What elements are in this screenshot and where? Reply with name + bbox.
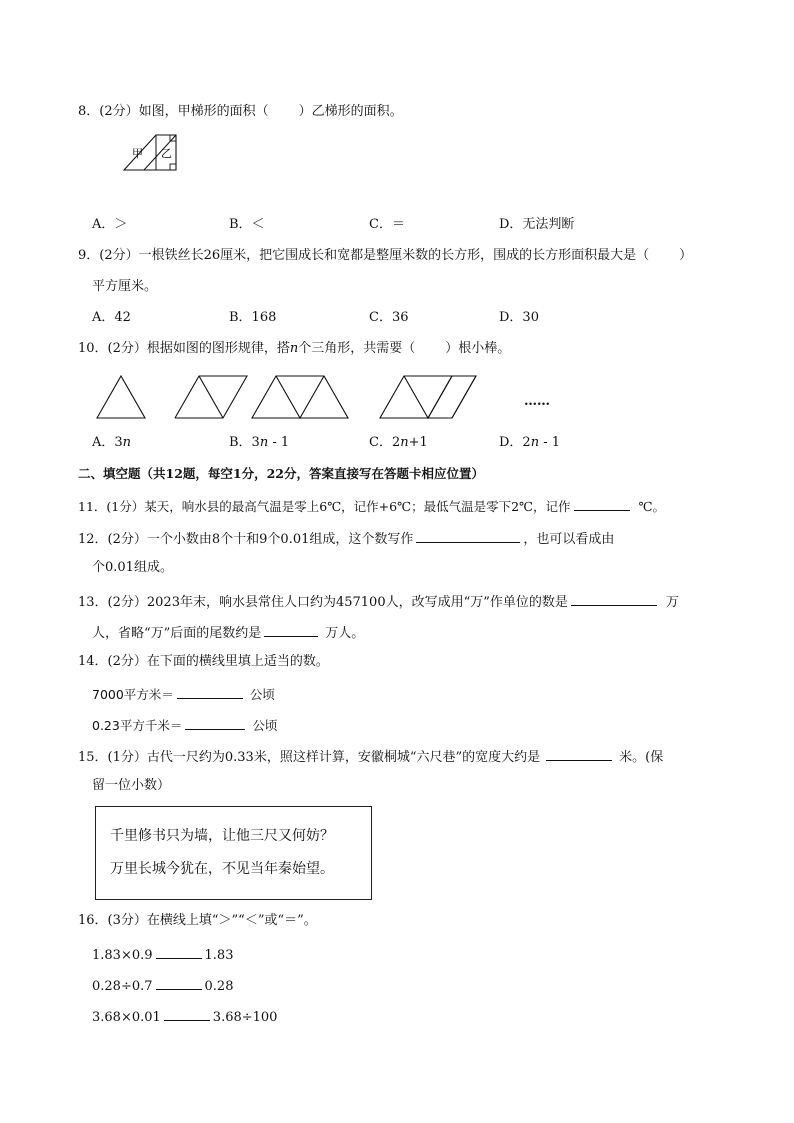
q16-item-1-blank[interactable] — [156, 944, 202, 959]
q11-stem-a: 11．(1分）某天，响水县的最高气温是零上6℃，记作+6℃；最低气温是零下2℃，记作 — [78, 499, 571, 514]
q12-stem-line2: 个0.01组成。 — [92, 560, 173, 575]
q10-pattern-1-triangle — [97, 376, 145, 418]
q14-stem: 14．(2分）在下面的横线里填上适当的数。 — [78, 654, 329, 669]
q15-stem-b: 米。(保 — [619, 750, 664, 765]
q10-option-b-var: n — [259, 435, 269, 450]
q16-item-3-left: 3.68×0.01 — [92, 1010, 161, 1025]
q15-stem-a: 15．(1分）古代一尺约为0.33米，照这样计算，安徽桐城“六尺巷”的宽度大约是 — [78, 750, 541, 765]
q10-option-a-text: A．3 — [92, 435, 123, 450]
q14-line2-b: 公顷 — [252, 718, 278, 733]
q10-option-c[interactable] — [369, 434, 428, 452]
q11-stem-b: ℃。 — [638, 499, 666, 514]
q10-option-d-text: D．2 — [499, 435, 531, 450]
q10-option-b[interactable] — [229, 434, 289, 452]
q10-pattern-2-inner-stick — [199, 376, 223, 418]
q8-right-angle-bottom — [170, 164, 176, 170]
q13-stem-line2 — [92, 622, 364, 643]
q14-line1-b: 公顷 — [249, 687, 275, 702]
q16-item-2-right: 0.28 — [204, 979, 234, 994]
q15-poem-line-1: 千里修书只为墙，让他三尺又何妨？ — [110, 828, 334, 844]
q9-stem-line2: 平方厘米。 — [92, 279, 158, 294]
q8-stem-b: ）乙梯形的面积。 — [298, 104, 403, 119]
q9-option-c[interactable]: C．36 — [369, 310, 409, 325]
q9-stem-a: 9．(2分）一根铁丝长26厘米，把它围成长和宽都是整厘米数的长方形，围成的长方形面积最大是（ — [78, 248, 650, 263]
q16-item-1-right: 1.83 — [204, 948, 234, 963]
q13-stem-b: 万 — [665, 595, 679, 610]
q10-option-c-var: n — [400, 435, 409, 450]
q8-label-jia: 甲 — [132, 147, 143, 160]
q10-option-a-var: n — [122, 435, 132, 450]
q12-answer-blank-1[interactable] — [416, 528, 520, 543]
q13-stem2-b: 万人。 — [325, 626, 365, 641]
q8-label-yi: 乙 — [161, 147, 172, 160]
q16-item-1-left: 1.83×0.9 — [92, 948, 153, 963]
q11-stem — [78, 496, 665, 516]
q8-option-d[interactable]: D．无法判断 — [499, 217, 575, 232]
q12-stem-line1 — [78, 528, 614, 549]
q14-line2 — [92, 715, 277, 735]
q16-item-3 — [92, 1006, 277, 1027]
q10-option-d-var: n — [530, 435, 540, 450]
q10-triangle-pattern-figure — [92, 372, 592, 422]
q9-option-d[interactable]: D．30 — [499, 310, 539, 325]
q8-option-b[interactable]: B．＜ — [229, 217, 265, 232]
q10-option-d[interactable] — [499, 434, 560, 452]
q10-option-c-suffix: +1 — [408, 435, 428, 450]
q16-item-3-blank[interactable] — [164, 1006, 210, 1021]
q10-option-b-text: B．3 — [229, 435, 260, 450]
q16-stem: 16．(3分）在横线上填“＞”“＜”或“＝”。 — [78, 913, 317, 928]
q10-stem-b: 个三角形，共需要（ — [298, 341, 416, 356]
q16-item-2-left: 0.28÷0.7 — [92, 979, 153, 994]
q13-answer-blank-1[interactable] — [571, 591, 657, 606]
q13-stem-line1 — [78, 591, 679, 612]
q14-answer-blank-1[interactable] — [177, 684, 243, 699]
q12-stem-b: ，也可以看成由 — [523, 532, 615, 547]
q16-item-1 — [92, 944, 233, 965]
q12-stem-a: 12．(2分）一个小数由8个十和9个0.01组成，这个数写作 — [78, 532, 414, 547]
q8-trapezoid-figure — [122, 132, 182, 172]
section2-heading: 二、填空题（共12题，每空1分，22分，答案直接写在答题卡相应位置） — [78, 466, 484, 481]
q16-item-2 — [92, 975, 233, 996]
q15-poem-line-2: 万里长城今犹在，不见当年秦始望。 — [110, 861, 334, 877]
q9-option-a[interactable]: A．42 — [92, 310, 131, 325]
q15-poem-box — [95, 806, 372, 900]
q15-stem-line2: 留一位小数） — [92, 778, 171, 793]
q10-pattern-4-outline — [380, 376, 476, 418]
q8-stem-a: 8．(2分）如图，甲梯形的面积（ — [78, 104, 269, 119]
q8-stem — [78, 103, 403, 121]
q10-option-c-text: C．2 — [369, 435, 401, 450]
q10-stem — [78, 340, 510, 358]
q10-option-b-suffix: - 1 — [268, 435, 290, 450]
q13-answer-blank-2[interactable] — [264, 622, 318, 637]
q10-ellipsis: …… — [524, 394, 550, 409]
q9-stem-b: ） — [679, 248, 693, 263]
q10-option-d-suffix: - 1 — [539, 435, 561, 450]
q10-pattern-3-inner-sticks — [276, 376, 324, 418]
q13-stem2-a: 人，省略“万”后面的尾数约是 — [92, 626, 262, 641]
q16-item-2-blank[interactable] — [156, 975, 202, 990]
q9-option-b[interactable]: B．168 — [229, 310, 277, 325]
q16-item-3-right: 3.68÷100 — [212, 1010, 278, 1025]
q13-stem-a: 13．(2分）2023年末，响水县常住人口约为457100人，改写成用“万”作单位的数是 — [78, 595, 568, 610]
q8-option-a[interactable]: A．＞ — [92, 217, 128, 232]
q10-var-n: n — [289, 341, 299, 356]
q9-stem-line1 — [78, 247, 692, 265]
q10-pattern-4-inner-stick-c — [452, 376, 476, 418]
q10-pattern-4-inner-stick-b — [428, 376, 452, 418]
q10-option-a[interactable] — [92, 434, 131, 452]
q8-option-c[interactable]: C．＝ — [369, 217, 405, 232]
q14-line2-a: 0.23平方千米＝ — [92, 718, 183, 733]
q10-pattern-3-outline — [252, 376, 348, 418]
q15-answer-blank[interactable] — [546, 746, 612, 761]
q10-stem-a: 10．(2分）根据如图的图形规律，搭 — [78, 341, 290, 356]
q14-line1-a: 7000平方米＝ — [92, 687, 174, 702]
q11-answer-blank[interactable] — [574, 496, 630, 511]
q14-line1 — [92, 684, 275, 704]
q15-stem-line1 — [78, 746, 663, 767]
q10-stem-c: ）根小棒。 — [445, 341, 511, 356]
q14-answer-blank-2[interactable] — [185, 715, 245, 730]
